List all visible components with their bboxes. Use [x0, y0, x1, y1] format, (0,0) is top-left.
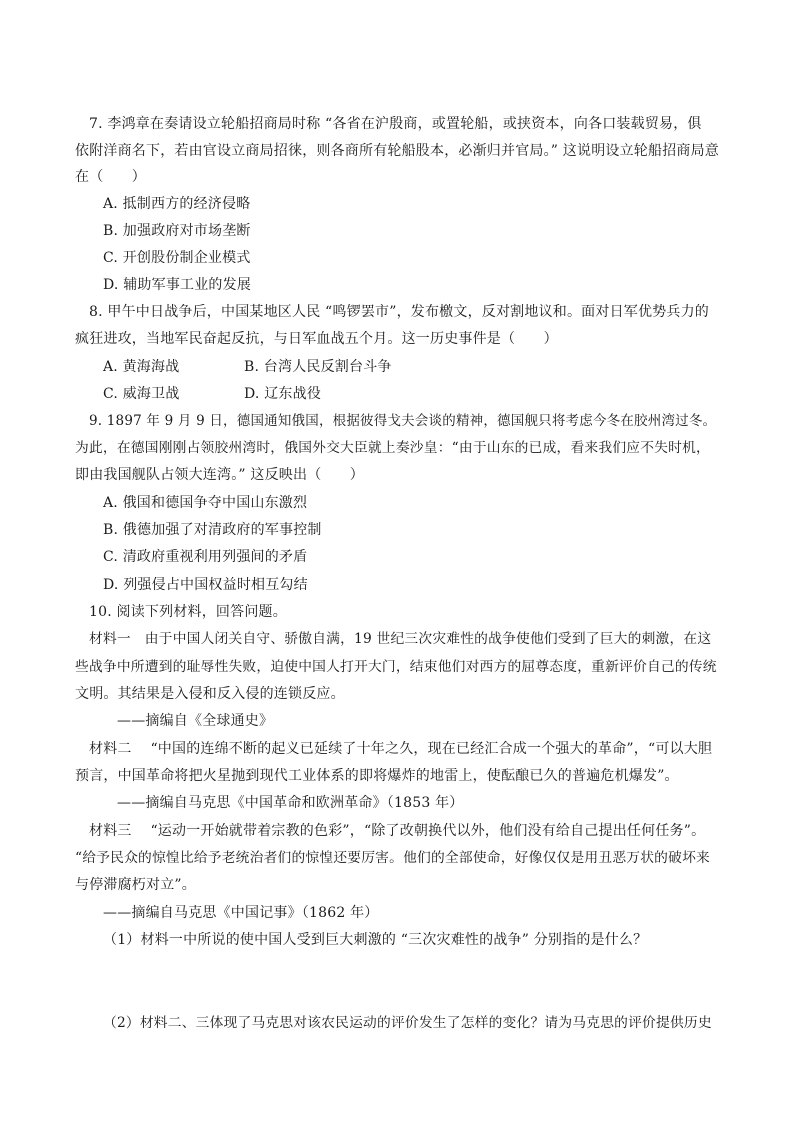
material-1-source: ——摘编自《全球通史》: [117, 713, 274, 729]
q8-line-2: 疯狂进攻，当地军民奋起反抗，与日军血战五个月。这一历史事件是（ ）: [75, 331, 558, 347]
material-1-line-3: 文明。其结果是入侵和反入侵的连锁反应。: [75, 686, 345, 702]
material-1-line-1: 材料一 由于中国人闭关自守、骄傲自满，19 世纪三次灾难性的战争使他们受到了巨大的刺激，在这: [89, 631, 712, 647]
material-2-line-2: 预言，中国革命将把火星抛到现代工业体系的即将爆炸的地雷上，使酝酿已久的普遍危机爆发”。: [75, 768, 679, 784]
q7-line-3: 在（ ）: [75, 169, 146, 185]
material-2-source: ——摘编自马克思《中国革命和欧洲革命》（1853 年）: [117, 795, 464, 811]
material-3-source: ——摘编自马克思《中国记事》（1862 年）: [103, 905, 379, 921]
q9-line-3: 即由我国舰队占领大连湾。” 这反映出（ ）: [75, 467, 365, 483]
q9-option-a: A. 俄国和德国争夺中国山东激烈: [103, 495, 308, 511]
sub-question-1: （1）材料一中所说的使中国人受到巨大刺激的 “三次灾难性的战争” 分别指的是什么？: [103, 932, 648, 948]
q8-line-1: 8. 甲午中日战争后，中国某地区人民 “鸣锣罢市”，发布檄文，反对割地议和。面对日军优势兵力的: [89, 304, 709, 320]
q9-line-1: 9. 1897 年 9 月 9 日，德国通知俄国，根据彼得戈夫会谈的精神，德国舰只将考虑今冬在胶州湾过冬。: [89, 413, 717, 429]
q7-option-d: D. 辅助军事工业的发展: [103, 277, 252, 293]
material-3-line-3: 与停滞腐朽对立”。: [75, 877, 196, 893]
q8-option-d: D. 辽东战役: [244, 386, 322, 402]
q8-option-c: C. 威海卫战: [103, 386, 180, 402]
q10-intro: 10. 阅读下列材料，回答问题。: [89, 604, 287, 620]
q7-option-c: C. 开创股份制企业模式: [103, 250, 251, 266]
q7-option-a: A. 抵制西方的经济侵略: [103, 196, 251, 212]
material-3-line-1: 材料三 “运动一开始就带着宗教的色彩”，“除了改朝换代以外，他们没有给自己提出任何任务”。: [89, 823, 706, 839]
material-2-line-1: 材料二 “中国的连绵不断的起义已延续了十年之久，现在已经汇合成一个强大的革命”，“可以大胆: [89, 741, 713, 757]
sub-question-2: （2）材料二、三体现了马克思对该农民运动的评价发生了怎样的变化？请为马克思的评价提供历史: [103, 1015, 712, 1031]
material-1-line-2: 些战争中所遭到的耻辱性失败，迫使中国人打开大门，结束他们对西方的屈尊态度，重新评价自己的传统: [75, 659, 717, 675]
material-3-line-2: “给予民众的惊惶比给予老统治者们的惊惶还要厉害。他们的全部使命，好像仅仅是用丑恶万状的破坏来: [75, 850, 710, 866]
q9-option-b: B. 俄德加强了对清政府的军事控制: [103, 522, 322, 538]
q9-line-2: 为此，在德国刚刚占领胶州湾时，俄国外交大臣就上奏沙皇：“由于山东的已成，看来我们应不失时机，: [75, 440, 710, 456]
q9-option-d: D. 列强侵占中国权益时相互勾结: [103, 577, 308, 593]
q8-option-b: B. 台湾人民反割台斗争: [244, 359, 392, 375]
q7-line-1: 7. 李鸿章在奏请设立轮船招商局时称 “各省在沪殷商，或置轮船，或挟资本，向各口装载贸易，俱: [89, 116, 702, 132]
q8-option-a: A. 黄海海战: [103, 359, 180, 375]
q7-line-2: 依附洋商名下，若由官设立商局招徕，则各商所有轮船股本，必渐归并官局。” 这说明设立轮船招商局意: [75, 143, 720, 159]
q7-option-b: B. 加强政府对市场垄断: [103, 223, 251, 239]
q9-option-c: C. 清政府重视利用列强间的矛盾: [103, 549, 308, 565]
